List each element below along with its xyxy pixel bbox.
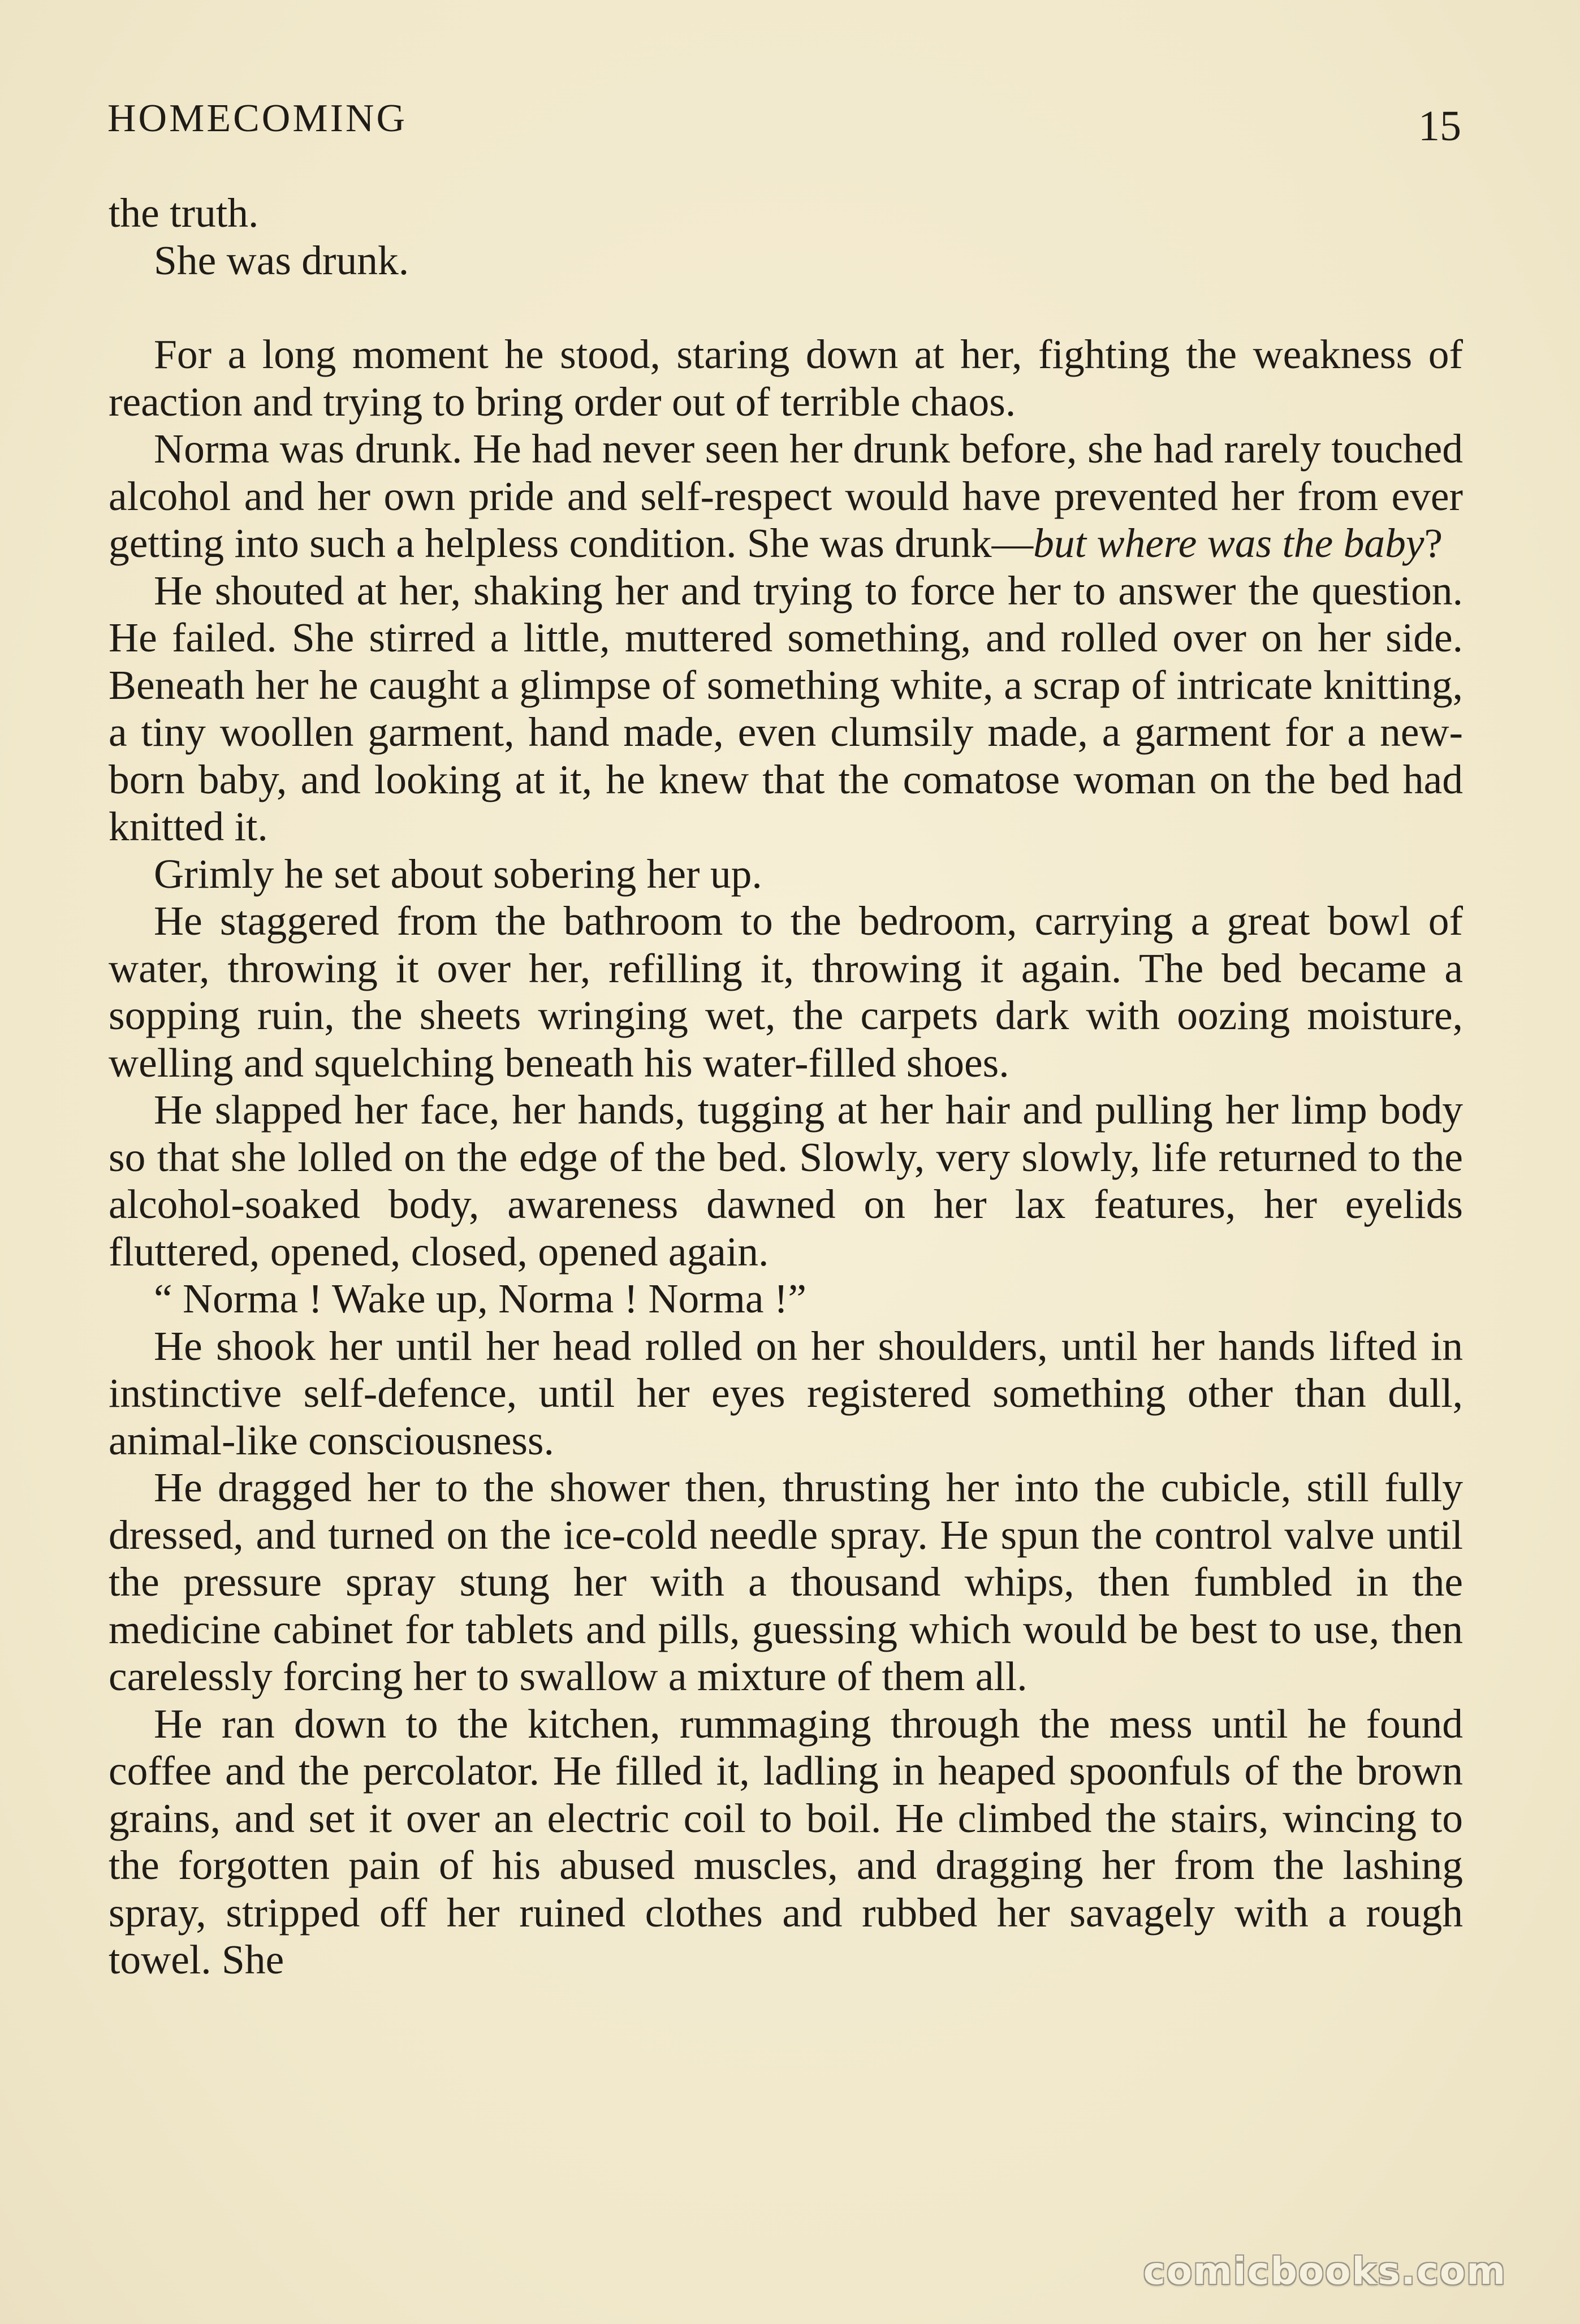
- paragraph-text: Norma was drunk. He had never seen her drunk before, she had rarely touched alcohol and her own pride and self-respect would have prevented her from ever getting into such a helpless condition. She was drunk—: [109, 426, 1463, 566]
- paragraph: Grimly he set about sobering her up.: [154, 850, 762, 897]
- body-text: [109, 189, 1463, 1984]
- paragraph: He ran down to the kitchen, rummaging through the mess until he found coffee and the percolator. He filled it, ladling in heaped spoonfuls of the brown grains, and set it over an electric coil to boil. He climbed the stairs, wincing to the forgotten pain of his abused muscles, and dragging her from the lashing spray, stripped off her ruined clothes and rubbed her savagely with a rough towel. She: [109, 1700, 1463, 1982]
- page-number: 15: [1418, 102, 1461, 150]
- paragraph: He shook her until her head rolled on her shoulders, until her hands lifted in instinctive self-defence, until her eyes registered something other than dull, animal-like consciousness.: [109, 1323, 1463, 1463]
- paragraph: She was drunk.: [154, 237, 409, 283]
- paragraph: the truth.: [109, 190, 259, 236]
- dialogue-paragraph: “ Norma ! Wake up, Norma ! Norma !”: [154, 1276, 807, 1321]
- paragraph-text: ?: [1424, 520, 1443, 566]
- paragraph: [109, 425, 1463, 567]
- paragraph: He dragged her to the shower then, thrusting her into the cubicle, still fully dressed, and turned on the ice-cold needle spray. He spun the control valve until the pressure spray stung her with a thousand whips, then fumbled in the medicine cabinet for tablets and pills, guessing which would be best to use, then carelessly forcing her to swallow a mixture of them all.: [109, 1465, 1463, 1699]
- paragraph: He shouted at her, shaking her and trying to force her to answer the question. He failed. She stirred a little, muttered something, and rolled over on her side. Beneath her he caught a glimpse of something white, a scrap of intricate knitting, a tiny woollen garment, hand made, even clumsily made, a garment for a new-born baby, and looking at it, he knew that the comatose woman on the bed had knitted it.: [109, 567, 1463, 849]
- paragraph: He staggered from the bathroom to the bedroom, carrying a great bowl of water, throwing it over her, refilling it, throwing it again. The bed became a sopping ruin, the sheets wringing wet, the carpets dark with oozing moisture, welling and squelching beneath his water-filled shoes.: [109, 898, 1463, 1086]
- watermark: comicbooks.com: [1143, 2249, 1506, 2293]
- running-title: HOMECOMING: [107, 97, 407, 140]
- italic-text: but where was the baby: [1033, 520, 1424, 566]
- paragraph: For a long moment he stood, staring down at her, fighting the weakness of reaction and trying to bring order out of terrible chaos.: [109, 331, 1463, 425]
- paragraph: He slapped her face, her hands, tugging at her hair and pulling her limp body so that she lolled on the edge of the bed. Slowly, very slowly, life returned to the alcohol-soaked body, awareness dawned on her lax features, her eyelids fluttered, opened, closed, opened again.: [109, 1087, 1463, 1275]
